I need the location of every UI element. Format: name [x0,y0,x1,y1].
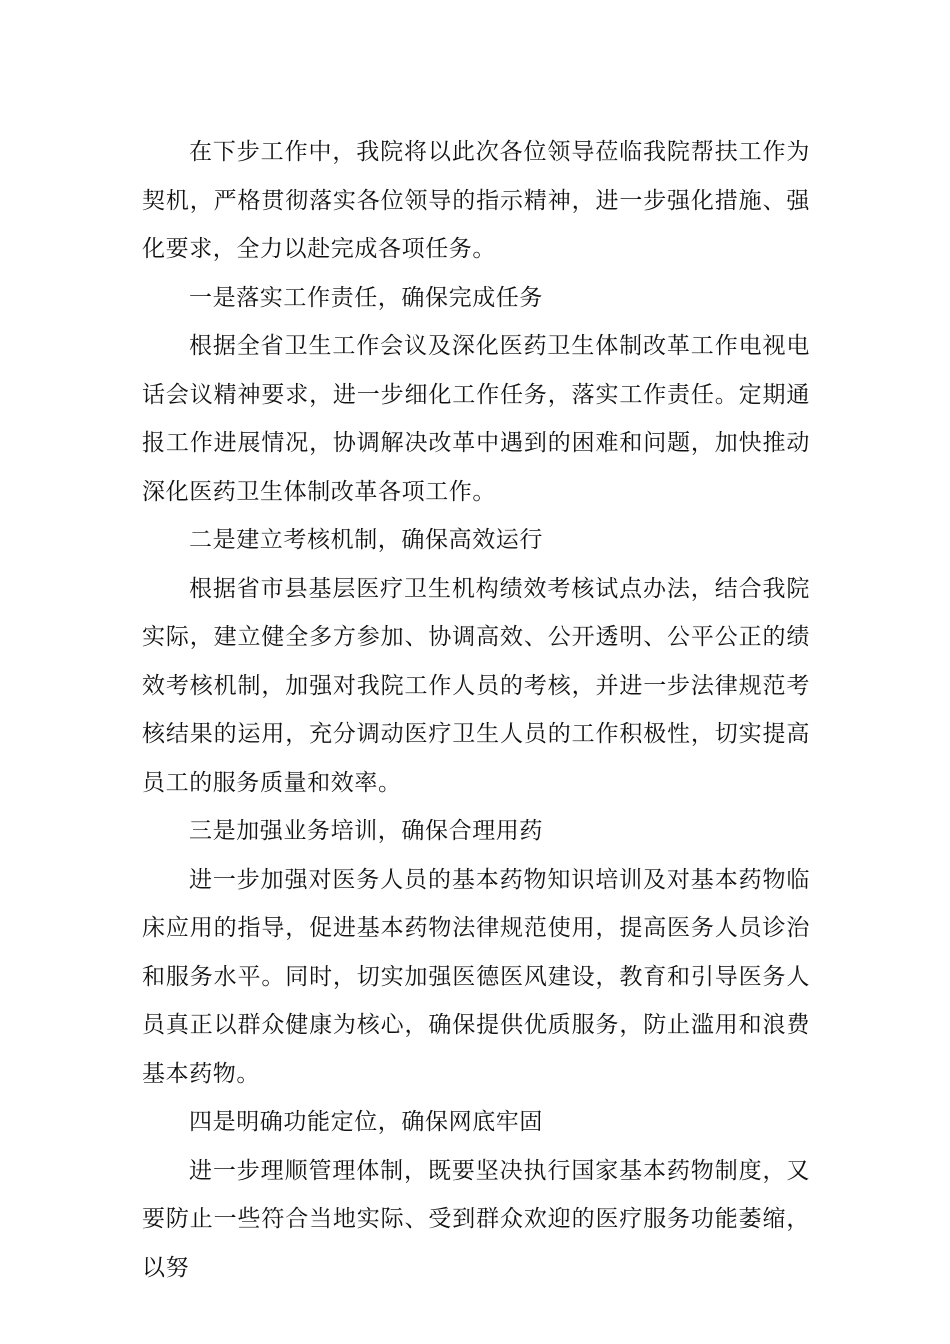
paragraph-section-1: 根据全省卫生工作会议及深化医药卫生体制改革工作电视电话会议精神要求，进一步细化工作任务，落实工作责任。定期通报工作进展情况，协调解决改革中遇到的困难和问题，加快推动深化医药卫生体制改革各项工作。 [142,333,810,505]
paragraph-section-2: 根据省市县基层医疗卫生机构绩效考核试点办法，结合我院实际，建立健全多方参加、协调高效、公开透明、公平公正的绩效考核机制，加强对我院工作人员的考核，并进一步法律规范考核结果的运用，充分调动医疗卫生人员的工作积极性，切实提高员工的服务质量和效率。 [142,575,810,796]
document-body [142,128,810,1292]
paragraph-section-3: 进一步加强对医务人员的基本药物知识培训及对基本药物临床应用的指导，促进基本药物法律规范使用，提高医务人员诊治和服务水平。同时，切实加强医德医风建设，教育和引导医务人员真正以群众健康为核心，确保提供优质服务，防止滥用和浪费基本药物。 [142,866,810,1087]
heading-section-2: 二是建立考核机制，确保高效运行 [189,527,543,553]
paragraph-intro: 在下步工作中，我院将以此次各位领导莅临我院帮扶工作为契机，严格贯彻落实各位领导的指示精神，进一步强化措施、强化要求，全力以赴完成各项任务。 [142,139,810,262]
heading-section-3: 三是加强业务培训，确保合理用药 [189,818,543,844]
paragraph-section-4: 进一步理顺管理体制，既要坚决执行国家基本药物制度，又要防止一些符合当地实际、受到群众欢迎的医疗服务功能萎缩，以努 [142,1157,810,1281]
heading-section-4: 四是明确功能定位，确保网底牢固 [189,1109,543,1135]
heading-section-1: 一是落实工作责任，确保完成任务 [189,284,543,311]
